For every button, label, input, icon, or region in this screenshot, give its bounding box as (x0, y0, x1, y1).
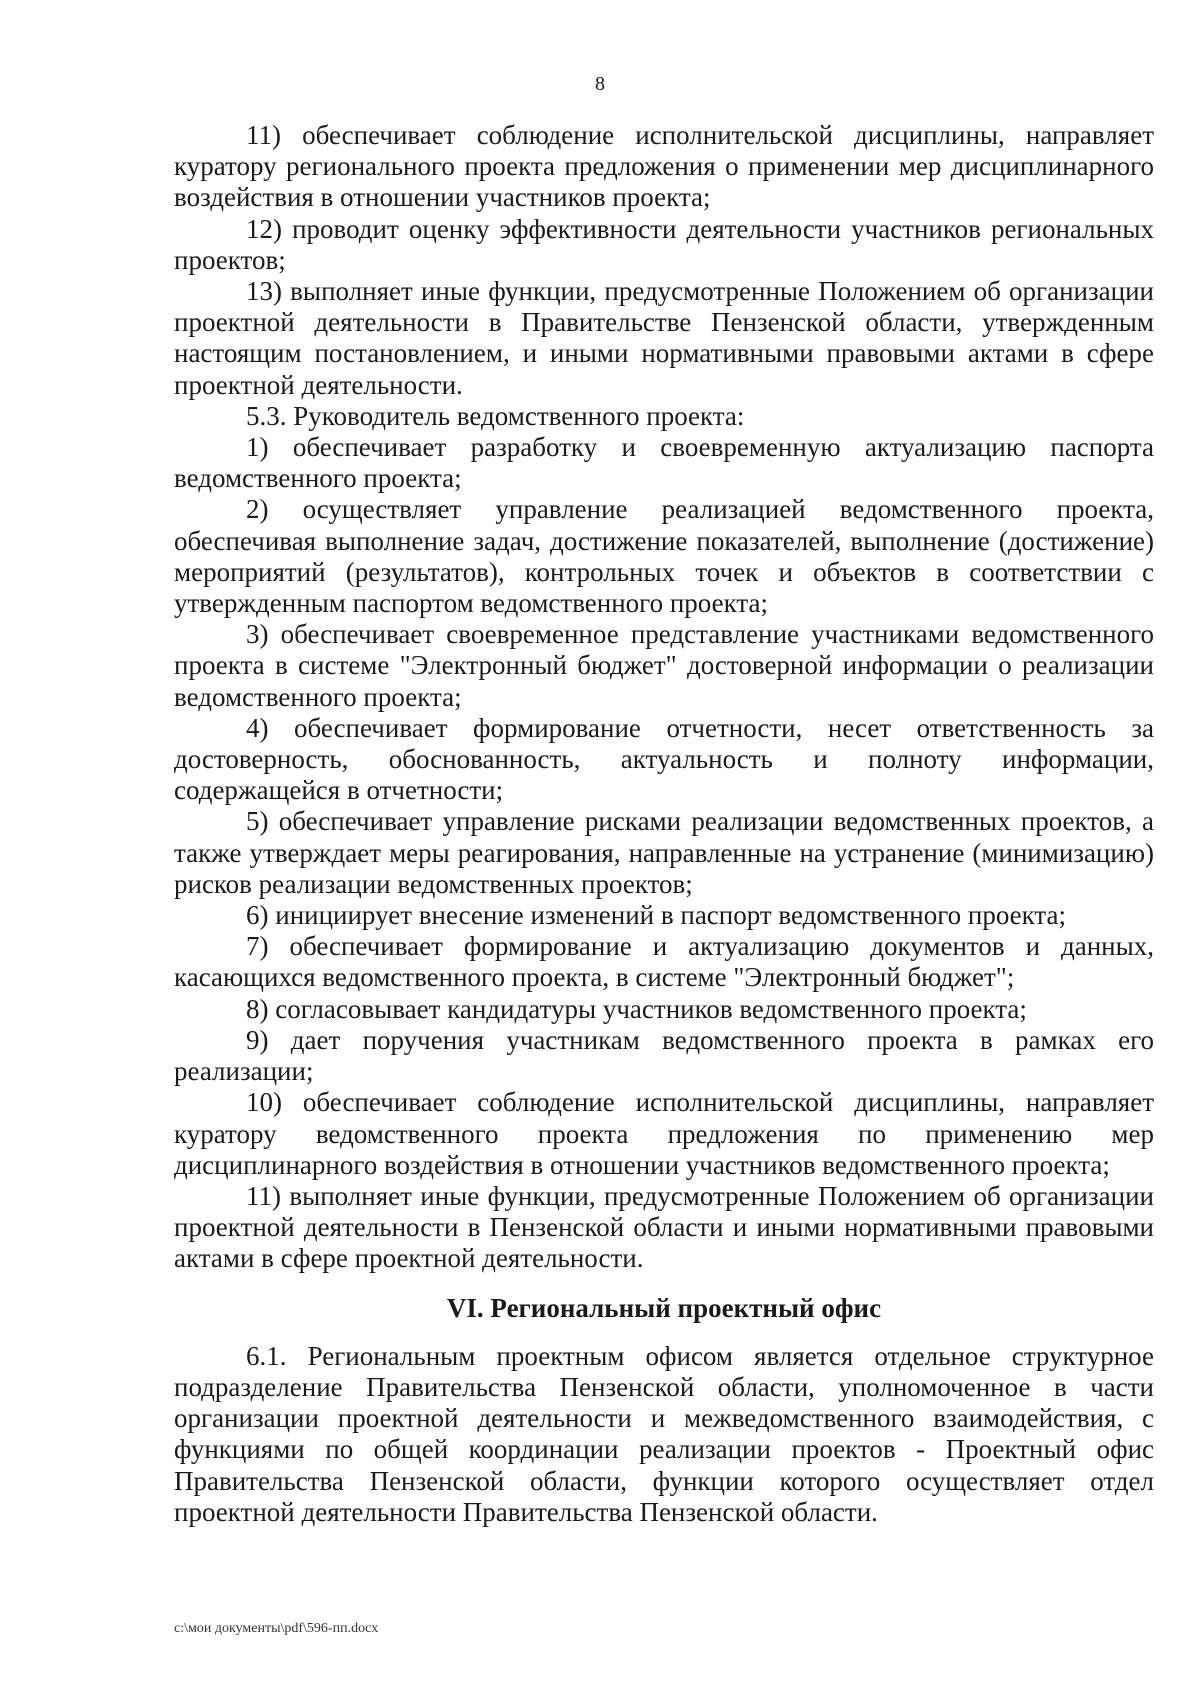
section-heading: VI. Региональный проектный офис (446, 1292, 882, 1323)
document-body (174, 120, 1154, 1528)
paragraph: 11) выполняет иные функции, предусмотренные Положением об организации проектной деятельности в Пензенской области и иными нормативными правовыми актами в сфере проектной деятельности. (174, 1180, 1154, 1274)
paragraph: 10) обеспечивает соблюдение исполнительской дисциплины, направляет куратору ведомственного проекта предложения по применению мер дисциплинарного воздействия в отношении участников ведомственного проекта; (174, 1087, 1154, 1180)
paragraph: 9) дает поручения участникам ведомственного проекта в рамках его реализации; (174, 1024, 1154, 1087)
paragraph: 1) обеспечивает разработку и своевременную актуализацию паспорта ведомственного проекта; (174, 432, 1154, 494)
footer-file-path: c:\мои документы\pdf\596-пп.docx (174, 1621, 379, 1636)
paragraph: 6) инициирует внесение изменений в паспорт ведомственного проекта; (246, 900, 1067, 931)
paragraph: 6.1. Региональным проектным офисом является отдельное структурное подразделение Правительства Пензенской области, уполномоченное в части организации проектной деятельности и межведомственного взаимодействия, с функциями по общей координации реализации проектов - Проектный офис Правительства Пензенской области, функции которого осуществляет отдел проектной деятельности Правительства Пензенской области. (174, 1340, 1154, 1527)
paragraph: 7) обеспечивает формирование и актуализацию документов и данных, касающихся ведомственного проекта, в системе "Электронный бюджет"; (174, 931, 1154, 993)
paragraph: 3) обеспечивает своевременное представление участниками ведомственного проекта в системе "Электронный бюджет" достоверной информации о реализации ведомственного проекта; (174, 619, 1154, 712)
paragraph: 5.3. Руководитель ведомственного проекта: (246, 400, 745, 431)
paragraph: 12) проводит оценку эффективности деятельности участников региональных проектов; (174, 213, 1154, 275)
paragraph: 13) выполняет иные функции, предусмотренные Положением об организации проектной деятельности в Правительстве Пензенской области, утвержденным настоящим постановлением, и иными нормативными правовыми актами в сфере проектной деятельности. (174, 276, 1154, 400)
paragraph: 2) осуществляет управление реализацией ведомственного проекта, обеспечивая выполнение задач, достижение показателей, выполнение (достижение) мероприятий (результатов), контрольных точек и объектов в соответствии с утвержденным паспортом ведомственного проекта; (174, 494, 1154, 619)
page-number: 8 (595, 73, 605, 95)
paragraph: 4) обеспечивает формирование отчетности, несет ответственность за достоверность, обоснованность, актуальность и полноту информации, содержащейся в отчетности; (174, 712, 1154, 806)
paragraph: 8) согласовывает кандидатуры участников ведомственного проекта; (246, 993, 1027, 1024)
paragraph: 11) обеспечивает соблюдение исполнительской дисциплины, направляет куратору регионального проекта предложения о применении мер дисциплинарного воздействия в отношении участников проекта; (174, 120, 1154, 213)
paragraph: 5) обеспечивает управление рисками реализации ведомственных проектов, а также утверждает меры реагирования, направленные на устранение (минимизацию) рисков реализации ведомственных проектов; (174, 806, 1154, 899)
